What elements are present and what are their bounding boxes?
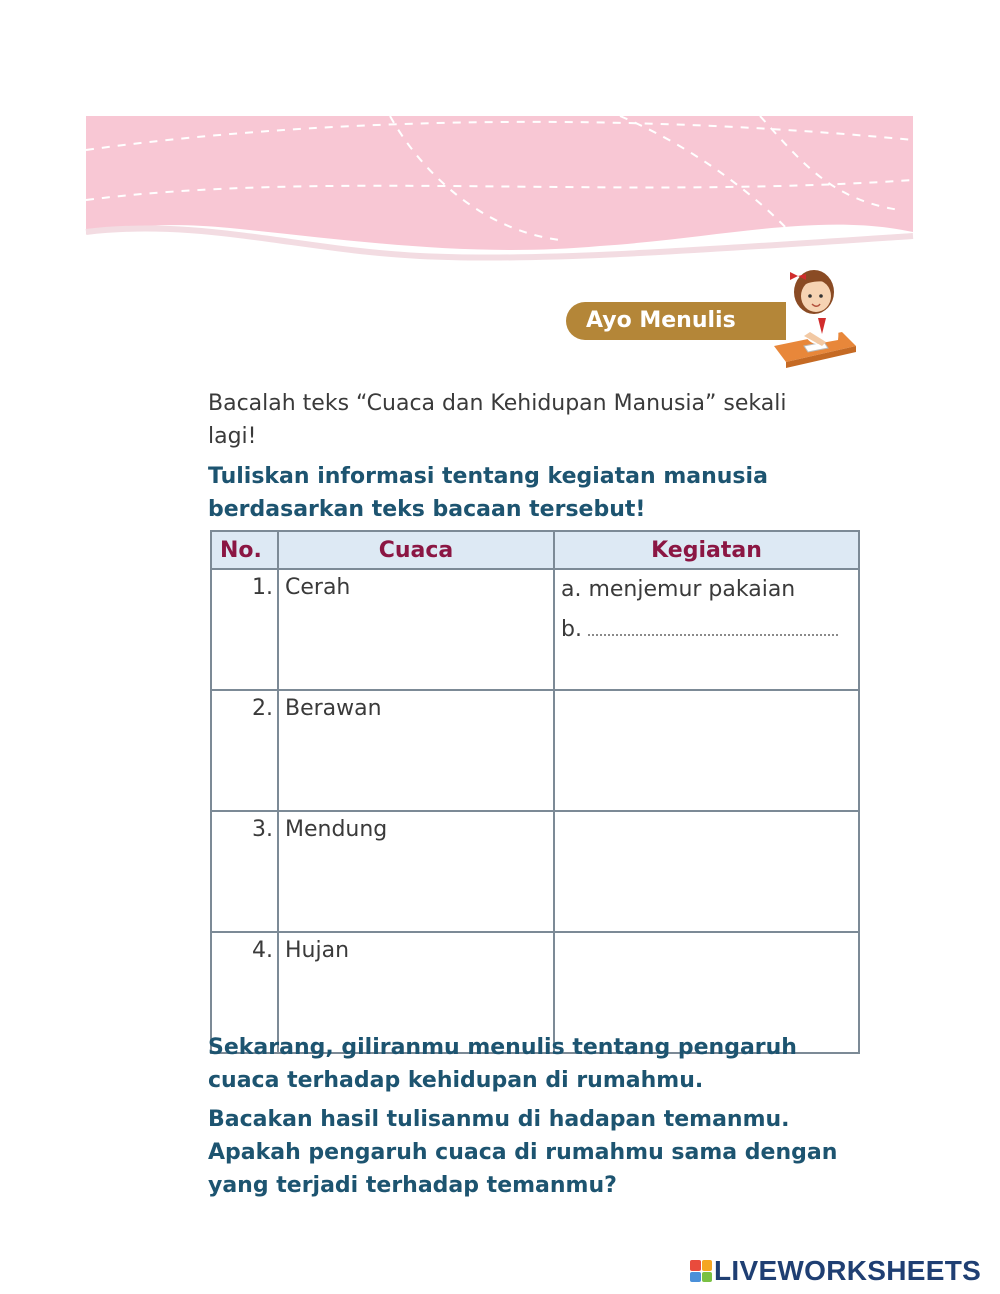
header-no: No. — [211, 531, 278, 569]
activity-b-label: b. — [561, 617, 582, 642]
weather-cell: Mendung — [278, 811, 554, 932]
liveworksheets-logo-icon — [690, 1260, 712, 1282]
instruction-text: Tuliskan informasi tentang kegiatan manusia berdasarkan teks bacaan tersebut! — [208, 464, 768, 522]
outro-text-2: Bacakan hasil tulisanmu di hadapan temanmu. Apakah pengaruh cuaca di rumahmu sama dengan yang terjadi terhadap temanmu? — [208, 1107, 838, 1198]
header-kegiatan: Kegiatan — [554, 531, 859, 569]
table-row — [211, 569, 859, 690]
table-row — [211, 811, 859, 932]
activity-a: a. menjemur pakaian — [561, 577, 796, 602]
liveworksheets-brand — [690, 1254, 981, 1288]
section-badge — [566, 302, 786, 340]
answer-blank[interactable] — [588, 634, 838, 636]
header-cuaca: Cuaca — [278, 531, 554, 569]
activity-cell[interactable] — [554, 811, 859, 932]
weather-activity-table — [210, 530, 860, 1054]
weather-cell: Berawan — [278, 690, 554, 811]
weather-cell: Cerah — [278, 569, 554, 690]
row-number: 3. — [211, 811, 278, 932]
row-number: 4. — [211, 932, 278, 1053]
row-number: 1. — [211, 569, 278, 690]
outro-text-1: Sekarang, giliranmu menulis tentang pengaruh cuaca terhadap kehidupan di rumahmu. — [208, 1035, 797, 1093]
girl-writing-icon — [764, 262, 864, 372]
activity-b-line[interactable] — [561, 610, 852, 650]
header-banner — [0, 0, 1000, 300]
table-header-row — [211, 531, 859, 569]
intro-text: Bacalah teks “Cuaca dan Kehidupan Manusia” sekali lagi! — [208, 391, 787, 449]
table-row — [211, 690, 859, 811]
activity-cell[interactable] — [554, 690, 859, 811]
activity-cell[interactable] — [554, 569, 859, 690]
row-number: 2. — [211, 690, 278, 811]
weather-cell: Hujan — [278, 932, 554, 1053]
brand-name: LIVEWORKSHEETS — [714, 1255, 982, 1286]
section-label: Ayo Menulis — [586, 308, 736, 333]
